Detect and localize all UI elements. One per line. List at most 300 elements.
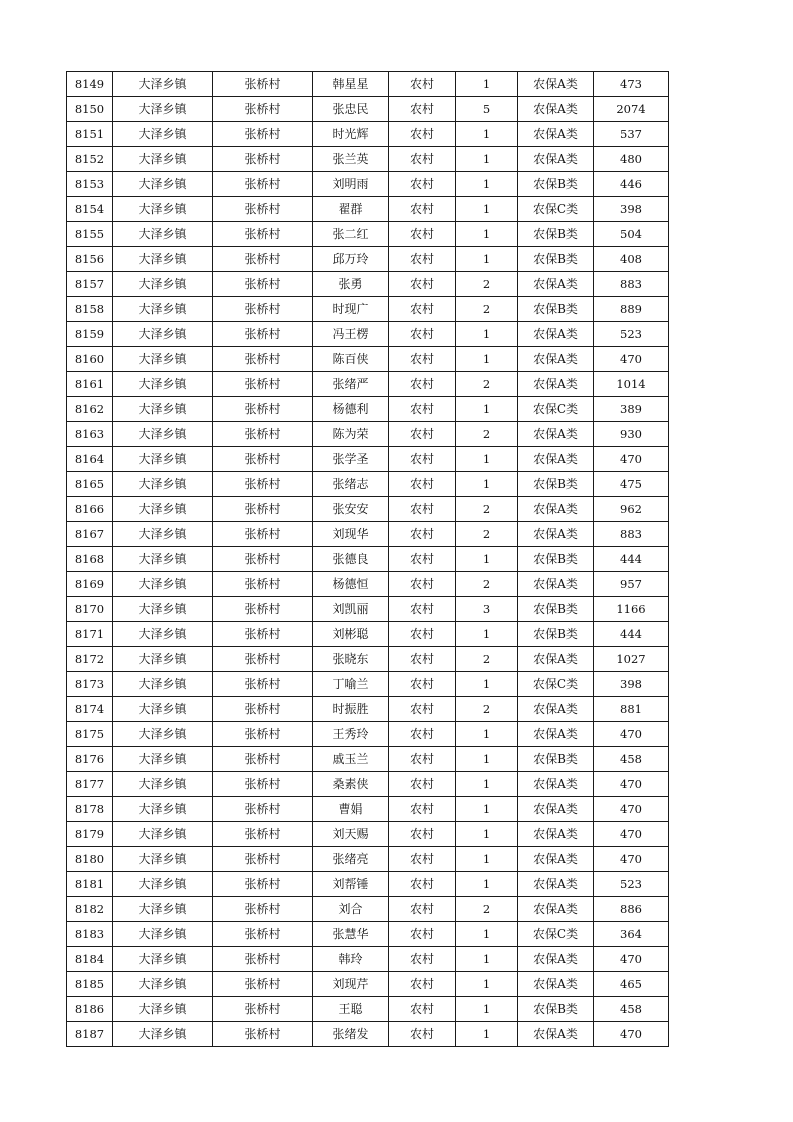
cell-village: 张桥村	[213, 397, 313, 422]
cell-household-type: 农村	[389, 797, 456, 822]
cell-insurance-category: 农保A类	[518, 947, 594, 972]
cell-member-count: 2	[456, 897, 518, 922]
cell-person-name: 桑素侠	[313, 772, 389, 797]
cell-member-count: 1	[456, 397, 518, 422]
table-row	[67, 722, 669, 747]
cell-household-type: 农村	[389, 222, 456, 247]
cell-household-type: 农村	[389, 447, 456, 472]
cell-insurance-category: 农保B类	[518, 247, 594, 272]
cell-person-name: 张学圣	[313, 447, 389, 472]
cell-insurance-category: 农保A类	[518, 572, 594, 597]
cell-town: 大泽乡镇	[113, 322, 213, 347]
cell-town: 大泽乡镇	[113, 872, 213, 897]
cell-household-type: 农村	[389, 1022, 456, 1047]
table-row	[67, 97, 669, 122]
cell-amount: 398	[594, 672, 669, 697]
cell-village: 张桥村	[213, 797, 313, 822]
cell-person-name: 张忠民	[313, 97, 389, 122]
cell-member-count: 1	[456, 172, 518, 197]
table-row	[67, 847, 669, 872]
cell-household-type: 农村	[389, 697, 456, 722]
table-row	[67, 747, 669, 772]
cell-serial-number: 8160	[67, 347, 113, 372]
cell-serial-number: 8171	[67, 622, 113, 647]
cell-person-name: 王秀玲	[313, 722, 389, 747]
cell-amount: 883	[594, 522, 669, 547]
cell-amount: 470	[594, 947, 669, 972]
cell-village: 张桥村	[213, 72, 313, 97]
cell-serial-number: 8173	[67, 672, 113, 697]
cell-serial-number: 8174	[67, 697, 113, 722]
cell-village: 张桥村	[213, 622, 313, 647]
cell-person-name: 杨德利	[313, 397, 389, 422]
cell-village: 张桥村	[213, 522, 313, 547]
cell-village: 张桥村	[213, 597, 313, 622]
cell-household-type: 农村	[389, 747, 456, 772]
cell-member-count: 1	[456, 622, 518, 647]
cell-person-name: 刘现芹	[313, 972, 389, 997]
cell-household-type: 农村	[389, 272, 456, 297]
cell-amount: 465	[594, 972, 669, 997]
cell-town: 大泽乡镇	[113, 722, 213, 747]
cell-town: 大泽乡镇	[113, 472, 213, 497]
cell-amount: 957	[594, 572, 669, 597]
cell-village: 张桥村	[213, 847, 313, 872]
table-row	[67, 1022, 669, 1047]
cell-amount: 389	[594, 397, 669, 422]
cell-household-type: 农村	[389, 547, 456, 572]
cell-person-name: 张兰英	[313, 147, 389, 172]
cell-member-count: 1	[456, 847, 518, 872]
cell-amount: 537	[594, 122, 669, 147]
table-row	[67, 772, 669, 797]
cell-member-count: 1	[456, 322, 518, 347]
cell-person-name: 张绪严	[313, 372, 389, 397]
cell-amount: 480	[594, 147, 669, 172]
table-row	[67, 822, 669, 847]
cell-village: 张桥村	[213, 447, 313, 472]
cell-person-name: 刘明雨	[313, 172, 389, 197]
cell-amount: 962	[594, 497, 669, 522]
table-row	[67, 147, 669, 172]
cell-household-type: 农村	[389, 597, 456, 622]
cell-village: 张桥村	[213, 947, 313, 972]
cell-person-name: 刘彬聪	[313, 622, 389, 647]
table-row	[67, 897, 669, 922]
cell-amount: 470	[594, 1022, 669, 1047]
cell-household-type: 农村	[389, 122, 456, 147]
cell-serial-number: 8179	[67, 822, 113, 847]
cell-village: 张桥村	[213, 322, 313, 347]
cell-insurance-category: 农保B类	[518, 297, 594, 322]
cell-amount: 470	[594, 797, 669, 822]
cell-town: 大泽乡镇	[113, 447, 213, 472]
cell-town: 大泽乡镇	[113, 597, 213, 622]
cell-village: 张桥村	[213, 872, 313, 897]
cell-household-type: 农村	[389, 947, 456, 972]
cell-town: 大泽乡镇	[113, 822, 213, 847]
cell-insurance-category: 农保A类	[518, 872, 594, 897]
cell-member-count: 1	[456, 122, 518, 147]
cell-town: 大泽乡镇	[113, 797, 213, 822]
cell-serial-number: 8167	[67, 522, 113, 547]
cell-town: 大泽乡镇	[113, 347, 213, 372]
cell-insurance-category: 农保A类	[518, 722, 594, 747]
cell-person-name: 张勇	[313, 272, 389, 297]
cell-household-type: 农村	[389, 372, 456, 397]
cell-insurance-category: 农保B类	[518, 997, 594, 1022]
roster-table	[66, 71, 669, 1047]
cell-member-count: 1	[456, 922, 518, 947]
cell-person-name: 张德良	[313, 547, 389, 572]
table-row	[67, 672, 669, 697]
cell-household-type: 农村	[389, 172, 456, 197]
cell-person-name: 时振胜	[313, 697, 389, 722]
cell-town: 大泽乡镇	[113, 272, 213, 297]
cell-amount: 470	[594, 722, 669, 747]
cell-town: 大泽乡镇	[113, 172, 213, 197]
cell-insurance-category: 农保A类	[518, 772, 594, 797]
cell-serial-number: 8187	[67, 1022, 113, 1047]
cell-insurance-category: 农保B类	[518, 622, 594, 647]
table-row	[67, 197, 669, 222]
cell-town: 大泽乡镇	[113, 72, 213, 97]
cell-household-type: 农村	[389, 197, 456, 222]
cell-serial-number: 8152	[67, 147, 113, 172]
cell-serial-number: 8185	[67, 972, 113, 997]
cell-member-count: 2	[456, 647, 518, 672]
cell-serial-number: 8164	[67, 447, 113, 472]
cell-amount: 1027	[594, 647, 669, 672]
cell-village: 张桥村	[213, 772, 313, 797]
cell-village: 张桥村	[213, 822, 313, 847]
cell-person-name: 张慧华	[313, 922, 389, 947]
cell-member-count: 1	[456, 872, 518, 897]
cell-serial-number: 8168	[67, 547, 113, 572]
cell-insurance-category: 农保A类	[518, 372, 594, 397]
cell-person-name: 刘凯丽	[313, 597, 389, 622]
cell-household-type: 农村	[389, 347, 456, 372]
cell-member-count: 2	[456, 697, 518, 722]
cell-household-type: 农村	[389, 72, 456, 97]
table-row	[67, 797, 669, 822]
cell-person-name: 张绪志	[313, 472, 389, 497]
cell-serial-number: 8151	[67, 122, 113, 147]
cell-member-count: 2	[456, 272, 518, 297]
cell-amount: 408	[594, 247, 669, 272]
cell-household-type: 农村	[389, 847, 456, 872]
cell-village: 张桥村	[213, 347, 313, 372]
cell-serial-number: 8176	[67, 747, 113, 772]
table-row	[67, 922, 669, 947]
cell-town: 大泽乡镇	[113, 947, 213, 972]
cell-member-count: 2	[456, 372, 518, 397]
cell-insurance-category: 农保A类	[518, 97, 594, 122]
cell-household-type: 农村	[389, 822, 456, 847]
cell-serial-number: 8181	[67, 872, 113, 897]
cell-amount: 886	[594, 897, 669, 922]
cell-amount: 444	[594, 622, 669, 647]
cell-village: 张桥村	[213, 997, 313, 1022]
cell-town: 大泽乡镇	[113, 1022, 213, 1047]
cell-member-count: 1	[456, 72, 518, 97]
table-row	[67, 422, 669, 447]
cell-amount: 1014	[594, 372, 669, 397]
cell-member-count: 2	[456, 422, 518, 447]
cell-town: 大泽乡镇	[113, 547, 213, 572]
table-row	[67, 547, 669, 572]
cell-insurance-category: 农保B类	[518, 597, 594, 622]
cell-amount: 523	[594, 322, 669, 347]
cell-insurance-category: 农保C类	[518, 922, 594, 947]
cell-village: 张桥村	[213, 497, 313, 522]
cell-person-name: 张二红	[313, 222, 389, 247]
cell-household-type: 农村	[389, 247, 456, 272]
cell-person-name: 冯王楞	[313, 322, 389, 347]
cell-insurance-category: 农保A类	[518, 697, 594, 722]
cell-serial-number: 8165	[67, 472, 113, 497]
cell-person-name: 张绪亮	[313, 847, 389, 872]
cell-person-name: 翟群	[313, 197, 389, 222]
table-row	[67, 647, 669, 672]
cell-town: 大泽乡镇	[113, 847, 213, 872]
cell-village: 张桥村	[213, 922, 313, 947]
cell-town: 大泽乡镇	[113, 647, 213, 672]
cell-village: 张桥村	[213, 572, 313, 597]
table-row	[67, 622, 669, 647]
cell-village: 张桥村	[213, 147, 313, 172]
cell-serial-number: 8150	[67, 97, 113, 122]
cell-town: 大泽乡镇	[113, 672, 213, 697]
cell-household-type: 农村	[389, 922, 456, 947]
cell-person-name: 刘现华	[313, 522, 389, 547]
cell-person-name: 韩玲	[313, 947, 389, 972]
table-row	[67, 572, 669, 597]
table-row	[67, 247, 669, 272]
cell-household-type: 农村	[389, 897, 456, 922]
cell-member-count: 1	[456, 947, 518, 972]
cell-insurance-category: 农保A类	[518, 522, 594, 547]
cell-household-type: 农村	[389, 997, 456, 1022]
cell-serial-number: 8170	[67, 597, 113, 622]
cell-serial-number: 8182	[67, 897, 113, 922]
cell-member-count: 1	[456, 972, 518, 997]
cell-person-name: 刘合	[313, 897, 389, 922]
cell-village: 张桥村	[213, 247, 313, 272]
cell-household-type: 农村	[389, 872, 456, 897]
cell-amount: 458	[594, 747, 669, 772]
cell-town: 大泽乡镇	[113, 922, 213, 947]
document-sheet	[66, 71, 669, 1047]
cell-household-type: 农村	[389, 147, 456, 172]
table-row	[67, 947, 669, 972]
cell-household-type: 农村	[389, 722, 456, 747]
cell-town: 大泽乡镇	[113, 972, 213, 997]
cell-household-type: 农村	[389, 322, 456, 347]
cell-person-name: 丁喻兰	[313, 672, 389, 697]
cell-household-type: 农村	[389, 972, 456, 997]
cell-village: 张桥村	[213, 972, 313, 997]
cell-serial-number: 8154	[67, 197, 113, 222]
cell-town: 大泽乡镇	[113, 397, 213, 422]
cell-member-count: 1	[456, 747, 518, 772]
table-row	[67, 597, 669, 622]
cell-village: 张桥村	[213, 697, 313, 722]
cell-village: 张桥村	[213, 197, 313, 222]
cell-person-name: 邱万玲	[313, 247, 389, 272]
cell-town: 大泽乡镇	[113, 247, 213, 272]
cell-insurance-category: 农保A类	[518, 497, 594, 522]
cell-household-type: 农村	[389, 472, 456, 497]
cell-town: 大泽乡镇	[113, 222, 213, 247]
cell-serial-number: 8180	[67, 847, 113, 872]
cell-person-name: 王聪	[313, 997, 389, 1022]
cell-insurance-category: 农保A类	[518, 822, 594, 847]
cell-serial-number: 8163	[67, 422, 113, 447]
cell-member-count: 1	[456, 222, 518, 247]
cell-person-name: 刘帮锤	[313, 872, 389, 897]
cell-household-type: 农村	[389, 397, 456, 422]
cell-serial-number: 8156	[67, 247, 113, 272]
cell-town: 大泽乡镇	[113, 897, 213, 922]
cell-member-count: 1	[456, 722, 518, 747]
cell-member-count: 1	[456, 147, 518, 172]
cell-village: 张桥村	[213, 547, 313, 572]
cell-person-name: 陈百侠	[313, 347, 389, 372]
cell-amount: 458	[594, 997, 669, 1022]
table-body	[67, 72, 669, 1047]
cell-amount: 470	[594, 772, 669, 797]
cell-town: 大泽乡镇	[113, 572, 213, 597]
cell-insurance-category: 农保C类	[518, 397, 594, 422]
cell-serial-number: 8183	[67, 922, 113, 947]
cell-person-name: 陈为荣	[313, 422, 389, 447]
cell-member-count: 2	[456, 297, 518, 322]
table-row	[67, 272, 669, 297]
cell-member-count: 1	[456, 797, 518, 822]
table-row	[67, 72, 669, 97]
cell-insurance-category: 农保B类	[518, 222, 594, 247]
cell-town: 大泽乡镇	[113, 772, 213, 797]
cell-town: 大泽乡镇	[113, 372, 213, 397]
cell-village: 张桥村	[213, 222, 313, 247]
cell-insurance-category: 农保B类	[518, 172, 594, 197]
cell-village: 张桥村	[213, 472, 313, 497]
cell-town: 大泽乡镇	[113, 147, 213, 172]
cell-town: 大泽乡镇	[113, 747, 213, 772]
cell-village: 张桥村	[213, 647, 313, 672]
cell-insurance-category: 农保A类	[518, 797, 594, 822]
cell-household-type: 农村	[389, 647, 456, 672]
cell-person-name: 曹娟	[313, 797, 389, 822]
cell-amount: 475	[594, 472, 669, 497]
cell-village: 张桥村	[213, 172, 313, 197]
cell-insurance-category: 农保A类	[518, 847, 594, 872]
cell-household-type: 农村	[389, 672, 456, 697]
cell-amount: 473	[594, 72, 669, 97]
table-row	[67, 697, 669, 722]
cell-serial-number: 8172	[67, 647, 113, 672]
cell-member-count: 1	[456, 997, 518, 1022]
cell-insurance-category: 农保A类	[518, 272, 594, 297]
cell-member-count: 3	[456, 597, 518, 622]
cell-amount: 470	[594, 847, 669, 872]
cell-amount: 1166	[594, 597, 669, 622]
cell-village: 张桥村	[213, 422, 313, 447]
cell-village: 张桥村	[213, 272, 313, 297]
cell-amount: 889	[594, 297, 669, 322]
cell-amount: 398	[594, 197, 669, 222]
cell-insurance-category: 农保B类	[518, 472, 594, 497]
cell-member-count: 2	[456, 572, 518, 597]
cell-insurance-category: 农保A类	[518, 72, 594, 97]
cell-member-count: 1	[456, 347, 518, 372]
cell-person-name: 张安安	[313, 497, 389, 522]
cell-amount: 2074	[594, 97, 669, 122]
cell-insurance-category: 农保A类	[518, 147, 594, 172]
cell-person-name: 韩星星	[313, 72, 389, 97]
cell-village: 张桥村	[213, 122, 313, 147]
table-row	[67, 397, 669, 422]
cell-member-count: 1	[456, 247, 518, 272]
cell-town: 大泽乡镇	[113, 622, 213, 647]
table-row	[67, 122, 669, 147]
cell-amount: 470	[594, 347, 669, 372]
cell-town: 大泽乡镇	[113, 997, 213, 1022]
cell-member-count: 1	[456, 1022, 518, 1047]
cell-village: 张桥村	[213, 372, 313, 397]
cell-serial-number: 8175	[67, 722, 113, 747]
cell-town: 大泽乡镇	[113, 122, 213, 147]
cell-insurance-category: 农保A类	[518, 1022, 594, 1047]
table-row	[67, 297, 669, 322]
cell-serial-number: 8178	[67, 797, 113, 822]
cell-insurance-category: 农保C类	[518, 197, 594, 222]
cell-village: 张桥村	[213, 722, 313, 747]
cell-insurance-category: 农保B类	[518, 747, 594, 772]
cell-member-count: 1	[456, 472, 518, 497]
cell-serial-number: 8159	[67, 322, 113, 347]
cell-member-count: 2	[456, 497, 518, 522]
cell-amount: 883	[594, 272, 669, 297]
cell-town: 大泽乡镇	[113, 197, 213, 222]
cell-member-count: 1	[456, 672, 518, 697]
cell-insurance-category: 农保C类	[518, 672, 594, 697]
cell-village: 张桥村	[213, 897, 313, 922]
cell-serial-number: 8162	[67, 397, 113, 422]
cell-member-count: 1	[456, 447, 518, 472]
cell-amount: 470	[594, 822, 669, 847]
cell-member-count: 1	[456, 772, 518, 797]
cell-serial-number: 8169	[67, 572, 113, 597]
cell-amount: 444	[594, 547, 669, 572]
cell-person-name: 杨德恒	[313, 572, 389, 597]
cell-person-name: 时现广	[313, 297, 389, 322]
cell-village: 张桥村	[213, 297, 313, 322]
table-row	[67, 172, 669, 197]
cell-serial-number: 8155	[67, 222, 113, 247]
cell-serial-number: 8157	[67, 272, 113, 297]
cell-household-type: 农村	[389, 572, 456, 597]
cell-person-name: 戚玉兰	[313, 747, 389, 772]
table-row	[67, 997, 669, 1022]
cell-serial-number: 8184	[67, 947, 113, 972]
cell-member-count: 2	[456, 522, 518, 547]
cell-household-type: 农村	[389, 422, 456, 447]
cell-household-type: 农村	[389, 622, 456, 647]
cell-village: 张桥村	[213, 1022, 313, 1047]
cell-insurance-category: 农保A类	[518, 972, 594, 997]
